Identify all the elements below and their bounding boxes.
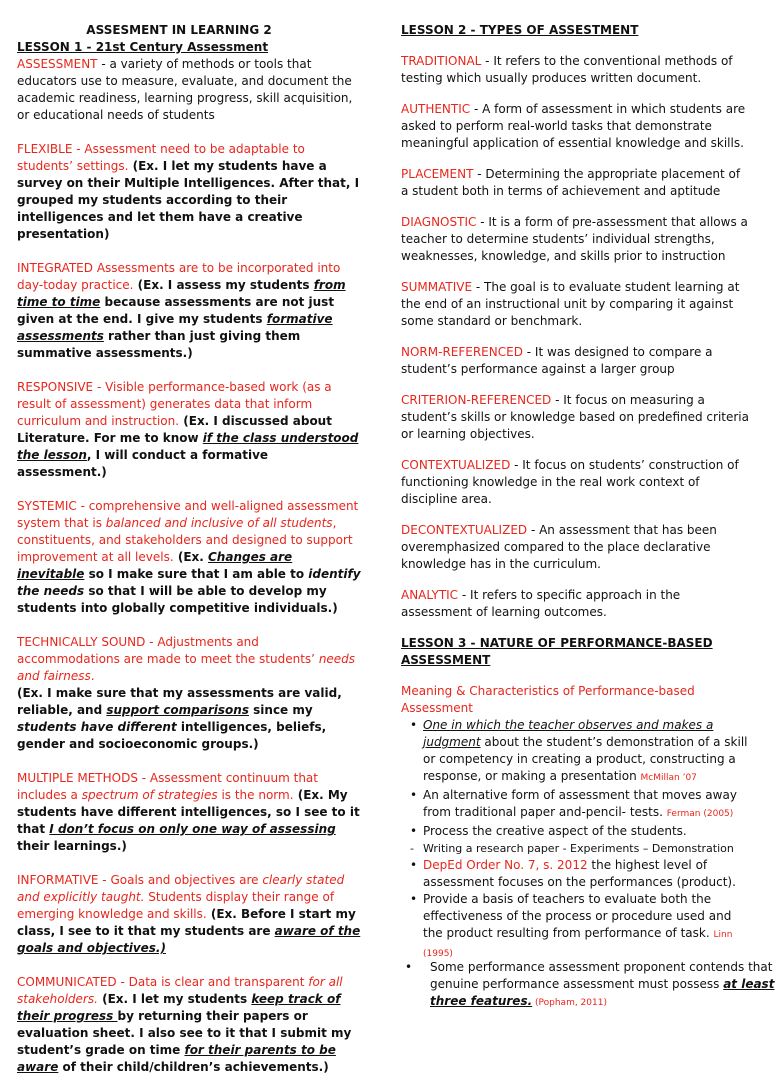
bullet-icon: • xyxy=(410,788,418,802)
type-analytic xyxy=(401,587,751,621)
communicated-desc-1: COMMUNICATED - Data is clear and transparent xyxy=(17,975,309,989)
technically-desc-2: . xyxy=(90,669,95,683)
type-desc: - It refers to the conventional methods of testing which usually produces written document. xyxy=(401,54,733,85)
multiple-example-1: (Ex. My students have different intelligences, so I see to it that xyxy=(17,788,360,836)
integrated-example-2: because assessments are not just given at the end. I give my students xyxy=(17,295,335,326)
systemic-example-2: so I make sure that I am able to xyxy=(84,567,309,581)
assessment-definition-text: - a variety of methods or tools that educators use to measure, evaluate, and document the academic readiness, learning progress, skill acquisition, or educational needs of students xyxy=(17,57,353,122)
type-contextualized xyxy=(401,457,751,508)
type-desc: - The goal is to evaluate student learning at the end of an instructional unit by comparing it against some standard or benchmark. xyxy=(401,280,740,328)
communicated-example-underline-1: keep track of their progress xyxy=(17,992,341,1023)
lesson-1-heading: LESSON 1 - 21st Century Assessment xyxy=(17,40,269,54)
flexible-desc: FLEXIBLE - Assessment need to be adaptable to students’ settings. xyxy=(17,142,305,173)
multiple-desc-1: MULTIPLE METHODS - Assessment continuum that includes a xyxy=(17,771,318,802)
type-desc: - It is a form of pre-assessment that allows a teacher to determine students’ individual strengths, weaknesses, knowledge, and skills prior to instruction xyxy=(401,215,748,263)
dash-icon: - xyxy=(410,842,414,855)
multiple-methods-item xyxy=(17,770,361,855)
type-summative xyxy=(401,279,751,330)
multiple-desc-italic: spectrum of strategies xyxy=(81,788,218,802)
flexible-item xyxy=(17,141,361,243)
type-term: DECONTEXTUALIZED xyxy=(401,523,528,537)
informative-example-underline: aware of the goals and objectives.) xyxy=(17,924,361,955)
integrated-example-1: (Ex. I assess my students xyxy=(133,278,314,292)
final-bullet-emphasis: at least three features. xyxy=(430,977,775,1008)
technically-desc-italic: needs and fairness xyxy=(17,652,356,683)
type-desc: - It focus on measuring a student’s skills or knowledge based on predefined criteria or learning objectives. xyxy=(401,393,749,441)
bullet-citation: Ferman (2005) xyxy=(666,809,734,819)
flexible-example: (Ex. I let my students have a survey on their Multiple Intelligences. After that, I grouped my students according to their intelligences and let them have a creative presentation) xyxy=(17,159,360,241)
type-placement xyxy=(401,166,751,200)
informative-desc-1: INFORMATIVE - Goals and objectives are xyxy=(17,873,263,887)
type-desc: - It focus on students’ construction of functioning knowledge in the real work context of discipline area. xyxy=(401,458,739,506)
communicated-desc-italic: for all stakeholders. xyxy=(17,975,343,1006)
integrated-example-underline-2: formative assessments xyxy=(17,312,333,343)
assessment-definition xyxy=(17,56,361,124)
communicated-example-3: of their child/children’s achievements.) xyxy=(58,1060,329,1074)
list-item xyxy=(410,787,751,823)
systemic-item xyxy=(17,498,361,617)
integrated-example-3: rather than just giving them summative assessments.) xyxy=(17,329,301,360)
communicated-example-2: by returning their papers or evaluation sheet. I also see to it that I submit my student’s grade on time xyxy=(17,1009,352,1057)
type-decontextualized xyxy=(401,522,751,573)
communicated-item xyxy=(17,974,361,1076)
performance-bullets xyxy=(401,717,751,963)
type-authentic xyxy=(401,101,751,152)
technically-desc-1: TECHNICALLY SOUND - Adjustments and accommodations are made to meet the students’ xyxy=(17,635,319,666)
assessment-term: ASSESSMENT xyxy=(17,57,98,71)
left-column xyxy=(17,22,361,1076)
bullet-text: the highest level of assessment focuses on the performances (product). xyxy=(423,858,736,889)
type-term: CRITERION-REFERENCED xyxy=(401,393,552,407)
systemic-example-3: so that I will be able to develop my students into globally competitive individuals.) xyxy=(17,584,338,615)
type-term: PLACEMENT xyxy=(401,167,474,181)
list-item xyxy=(410,823,751,840)
technically-example-italic: students have different xyxy=(17,720,177,734)
informative-item xyxy=(17,872,361,957)
systemic-example-italic: identify the needs xyxy=(17,567,361,598)
type-term: NORM-REFERENCED xyxy=(401,345,523,359)
bullet-text: Provide a basis of teachers to evaluate both the effectiveness of the process or procedure used and the product resulting from performance of task. xyxy=(423,892,732,940)
final-bullet xyxy=(405,959,776,1012)
responsive-example-2: , I will conduct a formative assessment.) xyxy=(17,448,269,479)
bullet-citation: McMillan ’07 xyxy=(640,773,697,783)
final-bullet-citation: (Popham, 2011) xyxy=(532,998,607,1008)
communicated-example-underline-2: for their parents to be aware xyxy=(17,1043,336,1074)
type-norm-referenced xyxy=(401,344,751,378)
multiple-example-2: their learnings.) xyxy=(17,839,127,853)
responsive-example-underline: if the class understood the lesson xyxy=(17,431,359,462)
bullet-icon: • xyxy=(410,858,418,872)
type-term: ANALYTIC xyxy=(401,588,459,602)
bullet-icon: • xyxy=(410,892,418,906)
list-item xyxy=(410,857,751,891)
bullet-subtext: Writing a research paper - Experiments – Demonstration xyxy=(423,842,734,855)
type-desc: - Determining the appropriate placement of a student both in terms of achievement and aptitude xyxy=(401,167,741,198)
type-term: TRADITIONAL xyxy=(401,54,482,68)
bullet-icon: • xyxy=(410,824,418,838)
list-item xyxy=(410,717,751,787)
type-term: AUTHENTIC xyxy=(401,102,471,116)
bullet-citation: Linn (1995) xyxy=(423,930,733,959)
technically-example-3: intelligences, beliefs, gender and socioeconomic groups.) xyxy=(17,720,327,751)
right-column xyxy=(401,22,751,963)
technically-example-2: since my xyxy=(248,703,313,717)
lesson-3-heading: LESSON 3 - NATURE OF PERFORMANCE-BASED ASSESSMENT xyxy=(401,636,713,667)
integrated-item xyxy=(17,260,361,362)
systemic-example-underline: Changes are inevitable xyxy=(17,550,293,581)
type-desc: - It refers to specific approach in the assessment of learning outcomes. xyxy=(401,588,681,619)
multiple-example-underline: I don’t focus on only one way of assessing xyxy=(49,822,336,836)
multiple-desc-2: is the norm. xyxy=(217,788,294,802)
bullet-icon: • xyxy=(405,960,413,974)
integrated-example-underline-1: from time to time xyxy=(17,278,346,309)
systemic-desc-1: SYSTEMIC - comprehensive and well-aligned assessment system that is xyxy=(17,499,359,530)
bullet-text: about the student’s demonstration of a skill or competency in creating a product, constructing a response, or making a presentation xyxy=(423,735,748,783)
type-term: CONTEXTUALIZED xyxy=(401,458,511,472)
type-desc: - It was designed to compare a student’s performance against a larger group xyxy=(401,345,713,376)
bullet-icon: • xyxy=(410,718,418,732)
list-item xyxy=(410,840,751,857)
technically-sound-item xyxy=(17,634,361,753)
systemic-example-1: (Ex. xyxy=(173,550,208,564)
responsive-desc: RESPONSIVE - Visible performance-based work (as a result of assessment) generates data that inform curriculum and instruction. xyxy=(17,380,332,428)
systemic-desc-2: , constituents, and stakeholders and designed to support improvement at all levels. xyxy=(17,516,353,564)
informative-desc-italic: clearly stated and explicitly taught. xyxy=(17,873,345,904)
technically-example-1: (Ex. I make sure that my assessments are valid, reliable, and xyxy=(17,686,342,717)
systemic-desc-italic: balanced and inclusive of all students xyxy=(105,516,333,530)
type-diagnostic xyxy=(401,214,751,265)
informative-desc-2: Students display their range of emerging knowledge and skills. xyxy=(17,890,335,921)
lesson-2-heading: LESSON 2 - TYPES OF ASSESTMENT xyxy=(401,23,639,37)
integrated-desc: INTEGRATED Assessments are to be incorporated into day-today practice. xyxy=(17,261,341,292)
list-item xyxy=(410,891,751,963)
technically-example-underline: support comparisons xyxy=(106,703,249,717)
type-desc: - An assessment that has been overemphasized compared to the place declarative knowledge has in the curriculum. xyxy=(401,523,717,571)
responsive-item xyxy=(17,379,361,481)
document-title: ASSESMENT IN LEARNING 2 xyxy=(86,23,272,37)
informative-example-1: (Ex. Before I start my class, I see to it that my students are xyxy=(17,907,356,938)
type-criterion-referenced xyxy=(401,392,751,443)
lesson-3-subheading: Meaning & Characteristics of Performance-based Assessment xyxy=(401,684,695,715)
bullet-text: Process the creative aspect of the students. xyxy=(423,824,687,838)
type-desc: - A form of assessment in which students are asked to perform real-world tasks that demonstrate meaningful application of essential knowledge and skills. xyxy=(401,102,746,150)
type-term: DIAGNOSTIC xyxy=(401,215,477,229)
final-bullet-text: Some performance assessment proponent contends that genuine performance assessment must possess xyxy=(430,960,773,991)
bullet-red-text: DepEd Order No. 7, s. 2012 xyxy=(423,858,588,872)
type-traditional xyxy=(401,53,751,87)
bullet-underlined: One in which the teacher observes and makes a judgment xyxy=(423,718,714,749)
responsive-example-1: (Ex. I discussed about Literature. For me to know xyxy=(17,414,332,445)
bullet-text: An alternative form of assessment that moves away from traditional paper and-pencil- tests. xyxy=(423,788,737,819)
communicated-example-1: (Ex. I let my students xyxy=(97,992,252,1006)
type-term: SUMMATIVE xyxy=(401,280,473,294)
